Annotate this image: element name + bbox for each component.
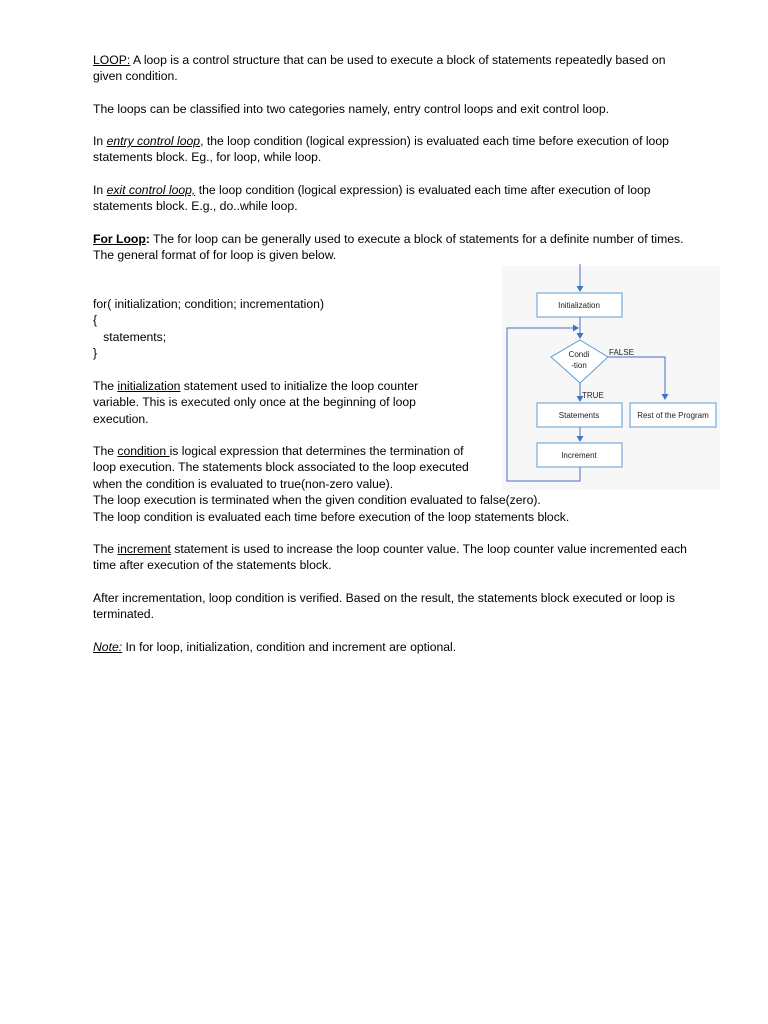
- condition-prefix: The: [93, 444, 118, 458]
- condition-text: is logical expression that determines the termination of loop execution. The statements block associated to the loop executed when the condition is evaluated to true(non-zero value).: [93, 444, 469, 491]
- initialization-label: Initialization: [558, 301, 600, 310]
- for-loop-syntax: [93, 296, 488, 362]
- entry-control-term: entry control loop: [106, 134, 201, 148]
- condition-wrap: [93, 443, 488, 492]
- for-loop-paragraph: [93, 231, 693, 264]
- general-format-line: The general format of for loop is given below.: [93, 248, 337, 263]
- condition-line-2: The loop execution is terminated when the given condition evaluated to false(zero).: [93, 493, 541, 508]
- condition-term: condition: [117, 444, 170, 458]
- after-incrementation-paragraph: After incrementation, loop condition is verified. Based on the result, the statements block executed or loop is terminated.: [93, 591, 675, 622]
- statements-label: Statements: [558, 411, 600, 420]
- exit-prefix: In: [93, 183, 107, 197]
- condition-label-1: Condi: [568, 350, 590, 359]
- note-text: In for loop, initialization, condition and increment are optional.: [122, 640, 457, 654]
- condition-label-2: -tion: [571, 361, 587, 370]
- initialization-text: statement used to initialize the loop counter variable. This is executed only once at the beginning of loop execution.: [93, 379, 419, 426]
- true-label: TRUE: [582, 391, 604, 400]
- initialization-term: initialization: [117, 379, 181, 393]
- increment-prefix: The: [93, 542, 118, 556]
- note-term: Note:: [93, 640, 123, 654]
- entry-control-paragraph: [93, 133, 693, 166]
- code-line-1: for( initialization; condition; incrementation): [93, 297, 324, 311]
- code-line-4: }: [93, 346, 98, 361]
- increment-label: Increment: [561, 451, 597, 460]
- loop-term: LOOP:: [93, 53, 131, 67]
- entry-control-text: , the loop condition (logical expression) is evaluated each time before execution of loop statements block. Eg., for loop, while loop.: [93, 134, 669, 165]
- increment-text: statement is used to increase the loop counter value. The loop counter value incremented each time after execution of the statements block.: [93, 542, 687, 573]
- rest-of-program-label: Rest of the Program: [637, 411, 709, 420]
- flowchart-svg: [502, 262, 720, 490]
- code-line-2: {: [93, 313, 98, 328]
- exit-control-text: the loop condition (logical expression) is evaluated each time after execution of loop statements block. E.g., do..while loop.: [93, 183, 651, 214]
- increment-term: increment: [117, 542, 171, 556]
- exit-control-term: exit control loop,: [106, 183, 196, 197]
- increment-paragraph: [93, 541, 693, 574]
- entry-prefix: In: [93, 134, 107, 148]
- false-label: FALSE: [609, 348, 634, 357]
- for-loop-text: The for loop can be generally used to execute a block of statements for a definite number of times.: [149, 232, 684, 246]
- for-loop-flowchart: [502, 262, 720, 490]
- note-paragraph: [93, 639, 693, 655]
- code-line-3: statements;: [93, 329, 167, 344]
- loop-definition-text: A loop is a control structure that can be used to execute a block of statements repeatedly based on given condition.: [93, 53, 666, 84]
- exit-control-paragraph: [93, 182, 693, 215]
- for-loop-colon: :: [145, 232, 150, 246]
- loop-definition: [93, 52, 693, 85]
- init-prefix: The: [93, 379, 118, 393]
- for-loop-term: For Loop: [93, 232, 146, 246]
- initialization-paragraph: [93, 378, 458, 427]
- classification-paragraph: The loops can be classified into two categories namely, entry control loops and exit control loop.: [93, 102, 609, 116]
- condition-line-3: The loop condition is evaluated each time before execution of the loop statements block.: [93, 509, 570, 524]
